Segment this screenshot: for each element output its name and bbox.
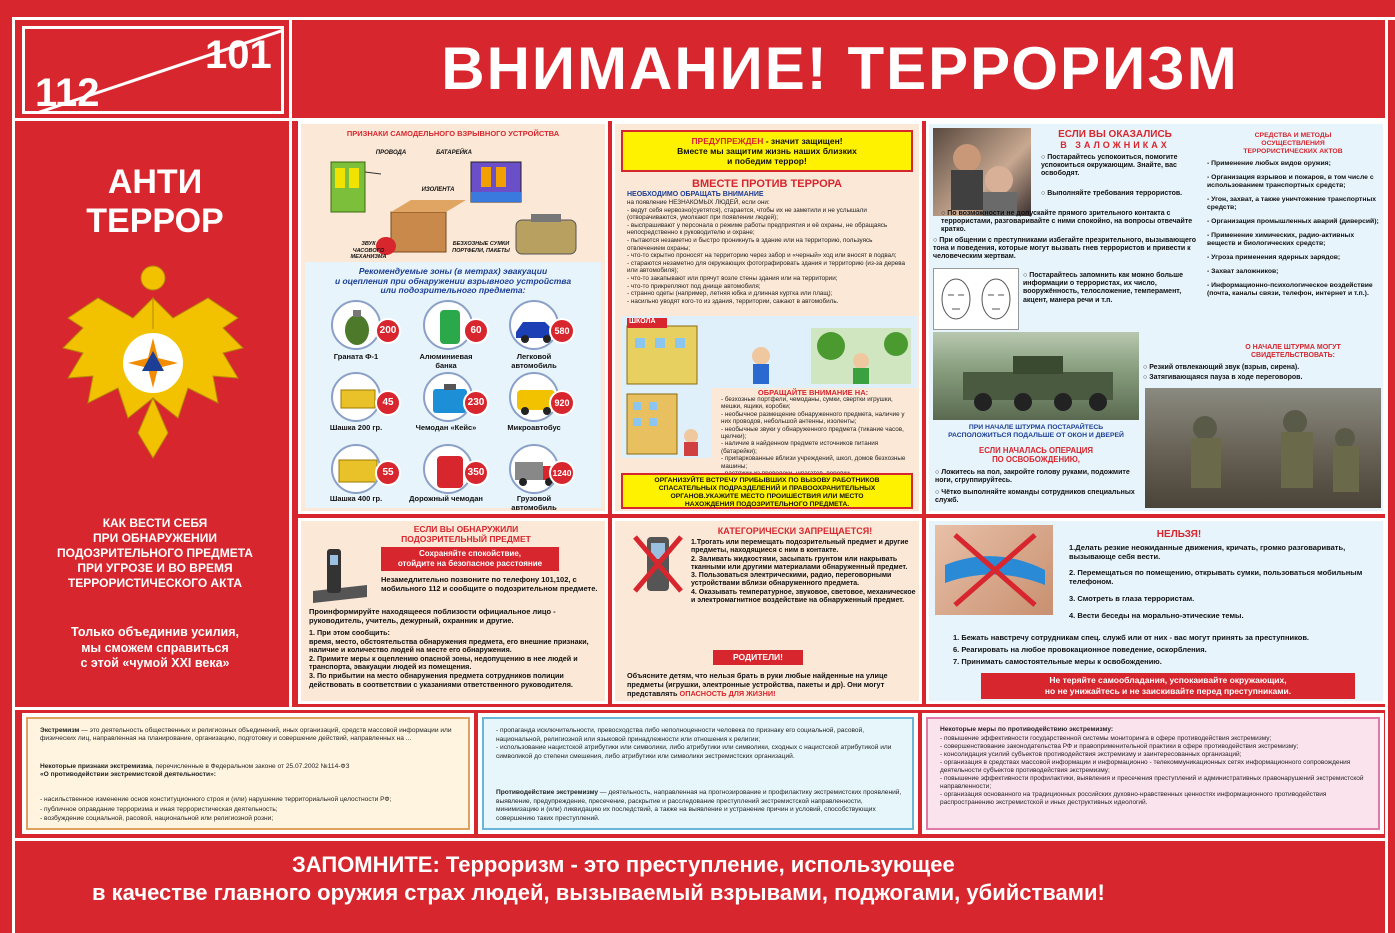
label-block400: Шашка 400 гр. [329, 494, 383, 503]
must-not-item: 1.Делать резкие неожиданные движения, кричать, громко разговаривать, вызывающе себя вести. [1069, 543, 1346, 561]
call-text: Незамедлительно позвоните по телефону 101,102, с мобильного 112 и сообщите о подозрительном предмете. [381, 575, 598, 593]
operation-title: ЕСЛИ НАЧАЛАСЬ ОПЕРАЦИЯ ПО ОСВОБОЖДЕНИЮ, [979, 446, 1093, 464]
banner-propaganda [478, 713, 918, 834]
need-text: на появление НЕЗНАКОМЫХ ЛЮДЕЙ, если они: - ведут себя нервозно(суетятся), старается, чтобы их не заметили и не услышали (отворачиваются, умолкают при появлении людей); - выспрашивают у персонала о режиме работы предприятия и её охраны, не обращаясь непосредственно к руководителю и охране; - пытаются незаметно и быстро проникнуть в здание или на территорию, пользуясь отвлечением охраны; - что-то скрытно проносят на территорию через забор и «черный» ход или вносят в подвал; - стараются незаметно для окружающих фотографировать здания и территорию (из-за дерева или автомобиля); - что-то закапывают или прячут возле стены здания или на территории; - что-то прикрепляют под днище автомобиля; - странно одеты (например, летняя юбка и длинная куртка или плащ); - насильно уводят кого-то из здания, территории, сажают в автомобиль. [627, 199, 906, 305]
explain-text [627, 671, 917, 698]
vmeste-title: ВМЕСТЕ ПРОТИВ ТЕРРОРА [692, 178, 842, 190]
signs-text: , перечисленные в Федеральном законе от 25.07.2002 №114-ФЗ [151, 763, 350, 770]
stay-calm-box: Не теряйте самообладания, успокаивайте окружающих, но не унижайтесь и не заискивайте перед преступниками. [981, 673, 1355, 699]
hostage-rule-4: ○ При общении с преступниками избегайте презрительного, вызывающего тона и поведения, которые могут вызвать гнев террористов и привести к человеческим жертвам. [933, 237, 1196, 260]
hostage-rule-2: ○ Выполняйте требования террористов. [1041, 190, 1183, 197]
means-item: - Угон, захват, а также уничтожение транспортных средств; [1207, 196, 1377, 211]
extremism-signs [40, 763, 460, 779]
no-phone-icon [633, 533, 683, 595]
label-grenade: Граната Ф-1 [333, 352, 379, 361]
warned-red: ПРЕДУПРЕЖДЕН [691, 136, 764, 146]
parents-box: РОДИТЕЛИ! [713, 650, 803, 665]
extremism-text: — это деятельность общественных и религиозных объединений, иных организаций, средств массовой информации или физических лиц, направленная на планирование, организацию, подготовку и совершение действий, направленных на ... [40, 727, 452, 742]
must-not-title: НЕЛЬЗЯ! [1156, 529, 1202, 540]
hostage-rule-1: ○ Постарайтесь успокоиться, помогите успокоиться окружающим. Знайте, вас освободят. [1041, 154, 1178, 177]
label-car: Легковой автомобиль [511, 352, 557, 370]
propaganda-list: - пропаганда исключительности, превосходства либо неполноценности человека по признаку его социальной, расовой, национальной, религиозной или языковой принадлежности или отношения к религии; - использование нацистской атрибутики или символики, либо атрибутики или символики, сходных с нацистской атрибутикой или символикой до степени смешения, либо атрибутики или символики экстремистских организаций. [496, 727, 892, 760]
item-block200 [331, 372, 381, 422]
hostage-rule-3-text: По возможности не допускайте прямого зрительного контакта с террористами, разговаривайте с ними спокойно, на вопросы отвечайте кратко. [941, 210, 1193, 233]
explosive-title: ПРИЗНАКИ САМОДЕЛЬНОГО ВЗРЫВНОГО УСТРОЙСТВА [346, 129, 560, 138]
hostage-title: ЕСЛИ ВЫ ОКАЗАЛИСЬ [1058, 129, 1172, 140]
must-not-list [1069, 543, 1369, 620]
school-sign: ШКОЛА [629, 318, 656, 325]
panel-hostages [926, 121, 1386, 514]
label-suitcase: Дорожный чемодан [409, 494, 483, 503]
label-battery: БАТАРЕЙКА [436, 150, 472, 156]
banner-extremism [22, 713, 474, 834]
label-bags: БЕЗХОЗНЫЕ СУМКИ ПОРТФЕЛИ, ПАКЕТЫ [452, 241, 510, 254]
forbidden-title: КАТЕГОРИЧЕСКИ ЗАПРЕЩАЕТСЯ! [717, 526, 873, 536]
panel-found-object [298, 518, 608, 704]
footer-line-2: в качестве главного оружия страх людей, вызываемый взрывами, поджогами, убийствами! [92, 880, 1105, 905]
badge-truck: 1240 [549, 460, 575, 486]
frame-top [12, 17, 1395, 20]
hostage-rule-3: ○ По возможности не допускайте прямого зрительного контакта с террористами, разговаривайте с ними спокойно, на вопросы отвечайте кратко. [941, 210, 1193, 233]
banner-measures [922, 713, 1384, 834]
step-item: 1. При этом сообщить: время, место, обстоятельства обнаружения предмета, его внешние признаки, наличие и количество людей на месте его обнаружения. [309, 628, 589, 655]
warned-rest: - значит защищен! [763, 136, 843, 146]
steps-list [309, 629, 603, 689]
hostage-title-2: В ЗАЛОЖНИКАХ [1060, 140, 1170, 150]
step-item: 2. Примите меры к оцеплению опасной зоны, недопущению в нее людей и транспорта, эвакуации людей из помещения. [309, 653, 578, 672]
label-minibus: Микроавтобус [507, 423, 561, 432]
extremism-list: - насильственное изменение основ конституционного строя и (или) нарушение территориальной целостности РФ; - публичное оправдание терроризма и иная террористическая деятельность; - возбуждение социальной, расовой, национальной или религиозной розни; [40, 796, 392, 822]
panel-must-not [926, 518, 1386, 704]
page-title: ВНИМАНИЕ! ТЕРРОРИЗМ [441, 35, 1239, 102]
during-storm-title: ПРИ НАЧАЛЕ ШТУРМА ПОСТАРАЙТЕСЬ РАСПОЛОЖИТЬСЯ ПОДАЛЬШЕ ОТ ОКОН И ДВЕРЕЙ [948, 424, 1124, 439]
danger-text: ОПАСНОСТЬ ДЛЯ ЖИЗНИ! [679, 689, 776, 698]
panel-explosive-signs [298, 121, 608, 514]
forbidden-item: 1.Трогать или перемещать подозрительный предмет и другие предметы, находящиеся с ним в контакте. [691, 539, 909, 555]
unite-text: Только объединив усилия, мы сможем справиться с этой «чумой XXI века» [71, 625, 239, 670]
hostage-rule-5-text: Постарайтесь запомнить как можно больше информации о террористах, их число, вооружённость, телосложение, темперамент, акцент, манера речи и т.п. [1023, 272, 1183, 304]
need-title: НЕОБХОДИМО ОБРАЩАТЬ ВНИМАНИЕ [627, 191, 764, 198]
storm-sign-2-text: Затягивающаяся пауза в ходе переговоров. [1149, 374, 1303, 381]
hostage-photo [933, 128, 1031, 216]
means-title: СРЕДСТВА И МЕТОДЫ ОСУЩЕСТВЛЕНИЯ ТЕРРОРИСТИЧЕСКИХ АКТОВ [1243, 132, 1343, 155]
measures-list: - повышение эффективности государственной системы мониторинга в сфере противодействия экстремизму; - совершенствование законодательства РФ и правоприменительной практики в сфере противодействия экстремизму; - консолидация усилий субъектов противодействия экстремизму и заинтересованных организаций; - организация в средствах массовой информации и информационно - телекоммуникационных сетях информационного сопровождения деятельности субъектов противодействия экстремизму; - повышение эффективности профилактики, выявления и пресечения преступлений и административных правонарушений экстремистской направленности; - организация основанного на традиционных российских духовно-нравственных ценностях информационного противодействия распространению экстремистской и иных деструктивных идеологий. [940, 735, 1364, 806]
label-truck: Грузовой автомобиль [511, 494, 557, 512]
step-item: 3. По прибытии на место обнаружения предмета сотрудников полиции действовать в соответствии с указаниями ответственного руководителя. [309, 670, 573, 689]
means-item: - Информационно-психологическое воздействие (почта, каналы связи, телефон, интернет и т.п.). [1207, 282, 1373, 297]
forbidden-item: 2. Заливать жидкостями, засыпать грунтом или накрывать тканными или другими материалами обнаруженный предмет. [691, 555, 908, 571]
found-title: ЕСЛИ ВЫ ОБНАРУЖИЛИ ПОДОЗРИТЕЛЬНЫЙ ПРЕДМЕТ [401, 524, 531, 544]
hostage-rule-1-text: Постарайтесь успокоиться, помогите успокоиться окружающим. Знайте, вас освободят. [1041, 154, 1178, 177]
warned-box [621, 130, 913, 172]
badge-grenade: 200 [375, 318, 401, 344]
means-item: - Захват заложников; [1207, 268, 1279, 275]
badge-can: 60 [463, 318, 489, 344]
organize-box: ОРГАНИЗУЙТЕ ВСТРЕЧУ ПРИБЫВШИХ ПО ВЫЗОВУ РАБОТНИКОВ СПАСАТЕЛЬНЫХ ПОДРАЗДЕЛЕНИЙ И ПРАВООХРАНИТЕЛЬНЫХ ОРГАНОВ.УКАЖИТЕ МЕСТО ПРОИШЕСТВИЯ ИЛИ МЕСТО НАХОЖДЕНИЯ ПОДОЗРИТЕЛЬНОГО ПРЕДМЕТА. [621, 473, 913, 509]
storm-sign-2: ○ Затягивающаяся пауза в ходе переговоров. [1143, 374, 1303, 381]
operation-rule-2-text: Чётко выполняйте команды сотрудников специальных служб. [935, 489, 1135, 504]
storm-title: О НАЧАЛЕ ШТУРМА МОГУТ СВИДЕТЕЛЬСТВОВАТЬ: [1245, 344, 1341, 359]
label-tape: ИЗОЛЕНТА [421, 187, 455, 193]
footer-line-1: ЗАПОМНИТЕ: Терроризм - это преступление, использующее [292, 852, 955, 877]
anti-title-2: ТЕРРОР [86, 202, 224, 240]
means-item: - Угроза применения ядерных зарядов; [1207, 254, 1341, 261]
item-block400 [331, 444, 381, 494]
phone-101: 101 [205, 33, 272, 77]
must-not-item: 3. Смотреть в глаза террористам. [1069, 594, 1195, 603]
operation-rule-2: ○ Чётко выполняйте команды сотрудников специальных служб. [935, 489, 1135, 504]
badge-block200: 45 [375, 390, 401, 416]
hostage-icon [933, 128, 1031, 216]
badge-suitcase: 350 [463, 460, 489, 486]
means-item: - Организация взрывов и пожаров, в том числе с использованием транспортных средств; [1207, 174, 1374, 189]
label-can: Алюминиевая банка [419, 352, 473, 370]
means-item: - Применение любых видов оружия; [1207, 160, 1331, 167]
label-block200: Шашка 200 гр. [329, 423, 383, 432]
counteraction-term: Противодействие экстремизму [496, 789, 599, 796]
forbidden-item: 3. Пользоваться электрическими, радио, переговорными устройствами вблизи обнаруженного предмета. [691, 572, 892, 588]
how-to-behave: КАК ВЕСТИ СЕБЯ ПРИ ОБНАРУЖЕНИИ ПОДОЗРИТЕЛЬНОГО ПРЕДМЕТА ПРИ УГРОЗЕ И ВО ВРЕМЯ ТЕРРОРИСТИЧЕСКОГО АКТА [57, 516, 253, 590]
must-not-item: 7. Принимать самостоятельные меры к освобождению. [953, 657, 1162, 666]
gagged-mouth-icon [935, 525, 1053, 615]
means-list [1207, 160, 1381, 298]
counteraction-def [496, 789, 906, 823]
counteraction-text: — деятельность, направленная на прогнозирование и профилактику экстремистских проявлений, выявление, предупреждение, пресечение, раскрытие и расследование преступлений экстремистской направленности, минимизацию и (или) ликвидацию их последствий, а также на выявление и устранение причин и условий, способствующих совершению таких преступлений. [496, 789, 902, 822]
badge-minibus: 920 [549, 390, 575, 416]
forbidden-item: 4. Оказывать температурное, звуковое, световое, механическое и электромагнитное воздействие на обнаруженный предмет. [691, 588, 916, 605]
extremism-def [40, 727, 460, 743]
badge-case: 230 [463, 390, 489, 416]
armored-vehicle-icon [933, 332, 1139, 420]
frame-h2 [12, 707, 1388, 710]
hostage-rule-2-text: Выполняйте требования террористов. [1047, 190, 1183, 197]
explain-main: Объясните детям, что нельзя брать в руки любые найденные на улице предметы (игрушки, электронные устройства, пакеты и др). Они могут представлять [627, 671, 888, 698]
storm-sign-1-text: Резкий отвлекающий звук (взрыв, сирена). [1149, 364, 1300, 371]
must-not-item: 1. Бежать навстречу сотрудникам спец. служб или от них - вас могут принять за преступников. [953, 633, 1310, 642]
extremism-term: Экстремизм [40, 727, 80, 734]
anti-title-1: АНТИ [107, 163, 203, 201]
gagged-photo [935, 525, 1053, 615]
must-not-list-2 [953, 633, 1373, 666]
hostage-rule-4-text: При общении с преступниками избегайте презрительного, вызывающего тона и поведения, которые могут вызвать гнев террористов и привести к человеческим жертвам. [933, 237, 1196, 260]
inform-text: Проинформируйте находящееся поблизости официальное лицо - руководитель, учитель, дежурный, охранник и другие. [309, 607, 556, 625]
must-not-item: 4. Вести беседы на морально-этические темы. [1069, 611, 1244, 620]
zones-title: Рекомендуемые зоны (в метрах) эвакуации и оцепления при обнаружении взрывного устройства или подозрительного предмета: [334, 266, 572, 295]
frame-h3 [12, 838, 1388, 841]
attention-title: ОБРАЩАЙТЕ ВНИМАНИЕ НА: [757, 388, 869, 397]
panel-vigilance [612, 121, 922, 514]
calm-box: Сохраняйте спокойствие, отойдите на безопасное расстояние [381, 547, 559, 571]
soldiers-icon [1145, 388, 1381, 508]
label-wires: ПРОВОДА [375, 150, 407, 156]
faces-sketch-icon [934, 269, 1019, 330]
emercom-emblem-icon [58, 258, 248, 463]
soldiers-photo [1145, 388, 1381, 508]
panel-forbidden [612, 518, 922, 704]
must-not-item: 2. Перемещаться по помещению, открывать сумки, пользоваться мобильным телефоном. [1069, 568, 1363, 586]
must-not-item: 6. Реагировать на любое провокационное поведение, оскорбления. [953, 645, 1207, 654]
item-grenade [331, 300, 381, 350]
hostage-rule-5: ○ Постарайтесь запомнить как можно больше информации о террористах, их число, вооружённость, телосложение, темперамент, акцент, манера речи и т.п. [1023, 272, 1183, 304]
frame-left [12, 17, 15, 933]
signs-term: Некоторые признаки экстремизма [40, 763, 152, 770]
law-title: «О противодействии экстремистской деятельности»: [40, 771, 216, 778]
label-clock: ЗВУК ЧАСОВОГО МЕХАНИЗМА [350, 241, 387, 260]
apc-photo [933, 332, 1139, 420]
suspects-sketch [933, 268, 1019, 330]
badge-car: 580 [549, 318, 575, 344]
operation-rule-1: ○ Ложитесь на пол, закройте голову руками, подожмите ноги, сгруппируйтесь. [935, 469, 1130, 484]
warned-text: Вместе мы защитим жизнь наших близких и победим террор! [677, 146, 857, 166]
phone-device-icon [307, 541, 375, 607]
means-item: - Организация промышленных аварий (диверсий); [1207, 218, 1379, 225]
label-case: Чемодан «Кейс» [415, 423, 477, 432]
school-scene-icon [621, 316, 917, 388]
measures-title: Некоторые меры по противодействию экстремизму: [940, 726, 1114, 733]
forbidden-list [691, 539, 919, 605]
storm-sign-1: ○ Резкий отвлекающий звук (взрыв, сирена). [1143, 364, 1300, 371]
phone-112: 112 [35, 71, 100, 114]
phone-corner [22, 26, 284, 114]
badge-block400: 55 [375, 460, 401, 486]
means-item: - Применение химических, радио-активных веществ и биологических средств; [1207, 232, 1355, 247]
attention-text: - безхозные портфели, чемоданы, сумки, свертки игрушки, мешки, ящики, коробки; - необычное размещение обнаруженного предмета, наличие у них проводов, небольшой антенны, изоленты; - необычные звуки у обнаруженного предмета (тикание часов, щелчки); - наличие в найденном предмете источников питания (батарейки); - припаркованные вблизи учреждений, школ, домов безхозные машины; [721, 396, 906, 470]
operation-rule-1-text: Ложитесь на пол, закройте голову руками, подожмите ноги, сгруппируйтесь. [935, 469, 1130, 484]
